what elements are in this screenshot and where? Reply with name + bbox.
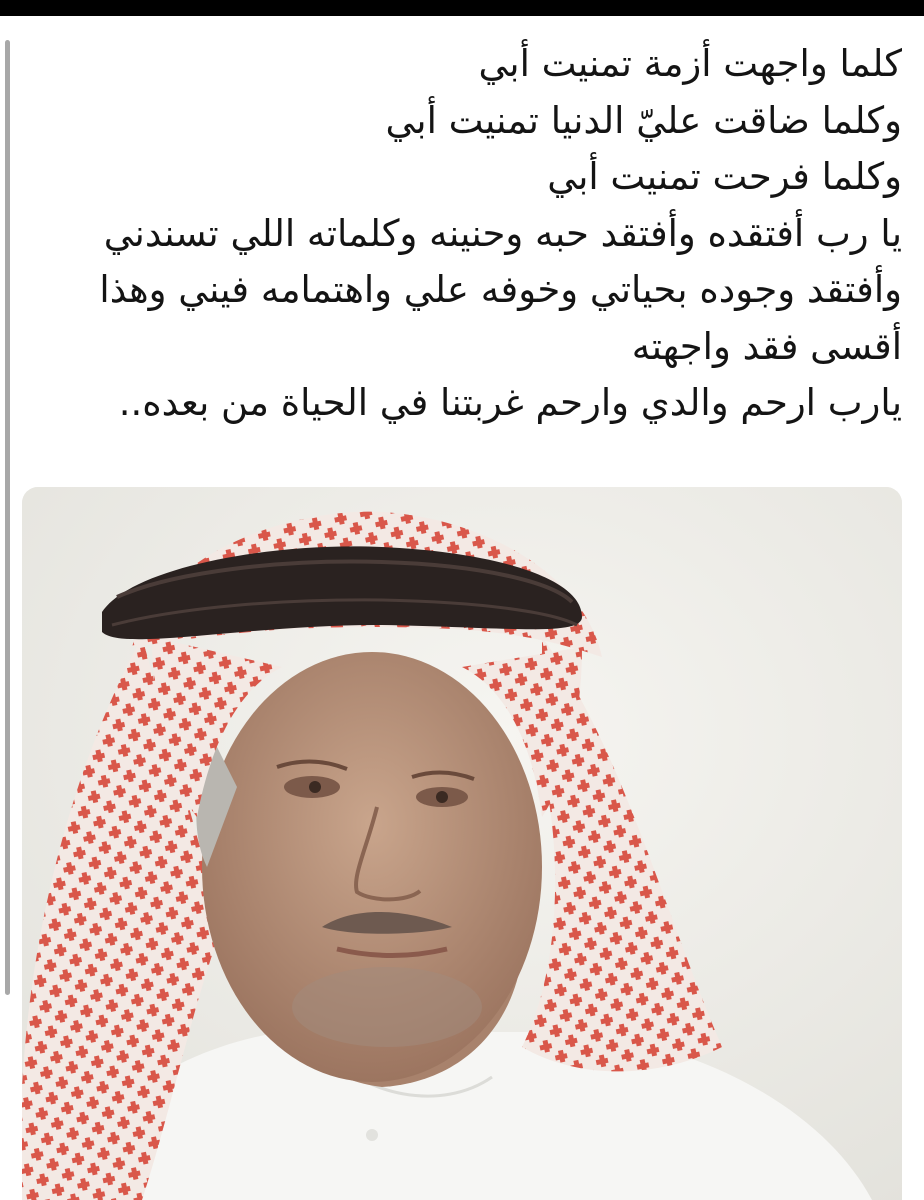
post-line: يا رب أفتقده وأفتقد حبه وحنينه وكلماته اللي تسندني <box>103 211 902 255</box>
post-line: وكلما فرحت تمنيت أبي <box>547 155 902 198</box>
post-line: كلما واجهت أزمة تمنيت أبي <box>478 42 902 85</box>
portrait-photo-icon <box>22 487 902 1200</box>
post-photo[interactable] <box>22 487 902 1200</box>
post-line: يارب ارحم والدي وارحم غربتنا في الحياة من بعده.. <box>118 381 902 424</box>
post-text <box>40 36 902 432</box>
post-line: أقسى فقد واجهته <box>631 324 902 368</box>
post-line: وكلما ضاقت عليّ الدنيا تمنيت أبي <box>385 98 902 142</box>
scroll-indicator[interactable] <box>5 40 10 995</box>
post-line: وأفتقد وجوده بحياتي وخوفه علي واهتمامه فيني وهذا <box>99 268 902 311</box>
status-bar <box>0 0 924 16</box>
